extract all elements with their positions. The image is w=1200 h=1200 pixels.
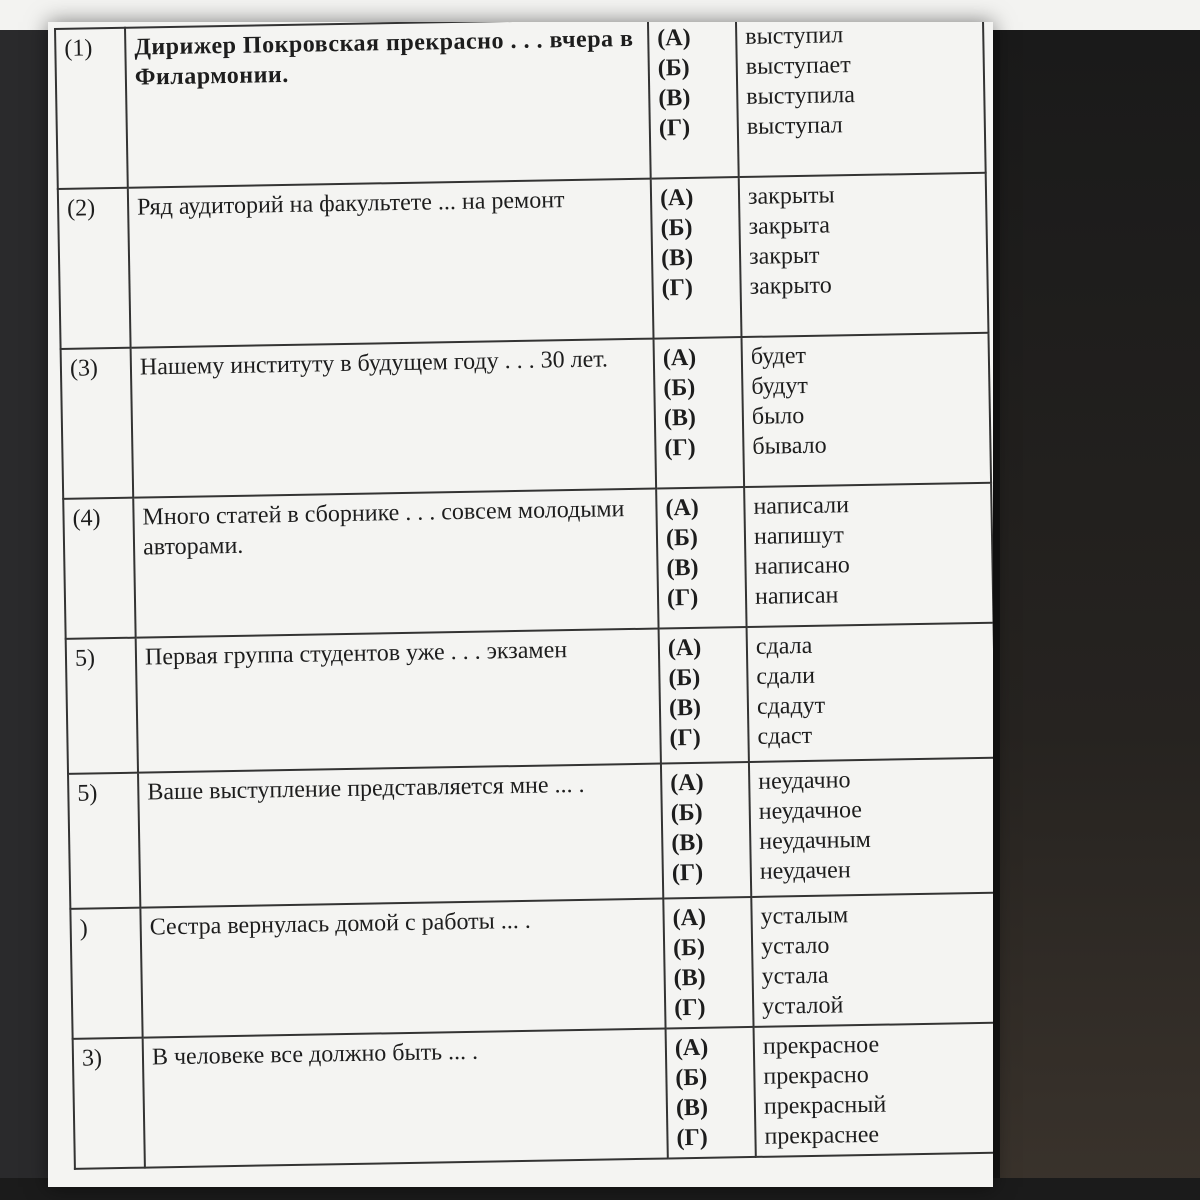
question-row (68, 758, 993, 909)
option-text: выступал (746, 112, 844, 140)
option-letter: (Б) (665, 524, 699, 552)
question-text: Сестра вернулась домой с работы ... . (149, 907, 531, 941)
option-letter: (Г) (658, 114, 691, 142)
option-letter: (Г) (676, 1124, 708, 1152)
option-text: было (751, 402, 805, 430)
option-letter: (В) (673, 964, 706, 992)
question-text: В человеке все должно быть ... . (151, 1038, 479, 1071)
option-text: сдали (756, 662, 816, 690)
option-text: напишут (753, 522, 845, 550)
option-answers (747, 623, 993, 762)
question-number: (1) (55, 28, 128, 189)
option-letters (654, 337, 745, 489)
test-sheet (48, 22, 993, 1187)
option-text: будет (750, 342, 807, 370)
option-letter: (А) (674, 1034, 709, 1062)
option-letter: (Б) (657, 54, 690, 82)
option-text: сдадут (756, 692, 826, 720)
option-text: закрыто (749, 272, 832, 300)
option-letter: (Б) (672, 934, 706, 962)
option-letter: (Г) (673, 994, 706, 1022)
test-table-body (55, 22, 993, 1169)
question-number: 3) (73, 1038, 145, 1169)
option-letter: (Г) (666, 584, 699, 612)
question-text: Много статей в сборнике . . . совсем молодыми авторами. (142, 496, 625, 561)
option-letter: (Г) (669, 724, 701, 752)
question-text: Ваше выступление представляется мне ... . (147, 771, 585, 806)
option-letter: (А) (657, 24, 691, 52)
question-cell (136, 629, 661, 773)
question-row (70, 893, 993, 1039)
option-letters (661, 762, 751, 899)
question-number: 5) (68, 773, 140, 909)
option-letter: (А) (665, 494, 700, 522)
option-answers (736, 22, 986, 177)
option-text: выступает (745, 52, 851, 80)
question-cell (133, 489, 658, 638)
option-text: сдаст (757, 722, 813, 750)
option-letter: (Г) (671, 859, 704, 887)
option-text: усталой (761, 992, 844, 1020)
question-number: (4) (63, 498, 135, 639)
option-letter: (Б) (675, 1064, 708, 1092)
question-row (66, 623, 993, 774)
option-answers (754, 1023, 993, 1157)
option-letters (659, 627, 749, 764)
question-text: Ряд аудиторий на факультете ... на ремонт (136, 187, 565, 221)
option-letter: (А) (667, 634, 702, 662)
question-text: Первая группа студентов уже . . . экзамен (144, 637, 568, 671)
option-text: выступила (746, 82, 856, 110)
option-letters (651, 177, 742, 339)
question-cell (138, 764, 663, 908)
question-cell (140, 898, 665, 1037)
option-letter: (А) (670, 769, 704, 797)
question-text: Нашему институту в будущем году . . . 30 лет. (139, 346, 609, 381)
question-row (55, 22, 986, 189)
question-number: (2) (58, 188, 131, 349)
option-letters (656, 487, 746, 629)
option-letters (663, 897, 753, 1029)
option-letter: (А) (662, 344, 697, 372)
test-table-wrapper (54, 22, 993, 1170)
option-letters (648, 22, 739, 179)
option-answers (751, 893, 993, 1027)
option-letter: (Б) (660, 214, 693, 242)
option-text: написали (753, 492, 850, 520)
option-letter: (В) (663, 404, 697, 432)
option-text: неудачен (759, 857, 851, 885)
question-cell (131, 339, 657, 498)
option-text: закрыта (748, 212, 831, 240)
option-text: закрыты (747, 182, 835, 210)
option-text: бывало (752, 432, 827, 460)
option-text: прекрасно (763, 1061, 869, 1090)
question-row (73, 1023, 993, 1169)
option-answers (741, 333, 991, 487)
option-answers (739, 173, 989, 337)
option-answers (749, 758, 993, 897)
option-letter: (Б) (663, 374, 696, 402)
question-row (63, 483, 993, 639)
test-table (54, 22, 993, 1170)
option-text: закрыт (748, 242, 820, 270)
question-row (61, 333, 991, 499)
option-letter: (В) (666, 554, 699, 582)
option-text: написано (754, 552, 851, 580)
question-number: ) (70, 908, 142, 1039)
option-text: устала (761, 962, 829, 990)
option-letter: (А) (672, 904, 707, 932)
question-cell (125, 22, 651, 188)
option-text: прекраснее (764, 1121, 880, 1150)
question-text: Дирижер Покровская прекрасно . . . вчера в Филармонии. (134, 25, 634, 91)
option-text: неудачно (758, 767, 851, 795)
option-letter: (Б) (670, 799, 703, 827)
option-letter: (В) (668, 694, 702, 722)
option-text: прекрасный (763, 1091, 887, 1120)
option-text: прекрасное (762, 1031, 880, 1060)
question-cell (143, 1028, 668, 1167)
option-letter: (В) (675, 1094, 709, 1122)
option-text: усталым (760, 902, 849, 930)
background-right (1000, 30, 1200, 1200)
option-text: устало (760, 932, 830, 960)
option-letter: (Г) (661, 274, 694, 302)
option-letter: (А) (659, 184, 694, 212)
option-text: написан (754, 582, 839, 610)
question-number: (3) (61, 348, 134, 499)
option-text: неудачное (758, 797, 863, 825)
question-number: 5) (66, 638, 138, 774)
option-text: будут (751, 372, 809, 400)
option-letter: (Б) (668, 664, 701, 692)
option-answers (744, 483, 993, 627)
option-text: выступил (745, 22, 844, 50)
option-text: неудачным (759, 826, 872, 855)
option-letter: (В) (671, 829, 704, 857)
question-cell (128, 179, 654, 348)
option-letter: (В) (658, 84, 691, 112)
option-letters (666, 1027, 756, 1159)
option-letter: (В) (660, 244, 694, 272)
option-text: сдала (755, 632, 813, 660)
question-row (58, 173, 989, 349)
option-letter: (Г) (664, 434, 696, 462)
background-left (0, 30, 50, 1200)
